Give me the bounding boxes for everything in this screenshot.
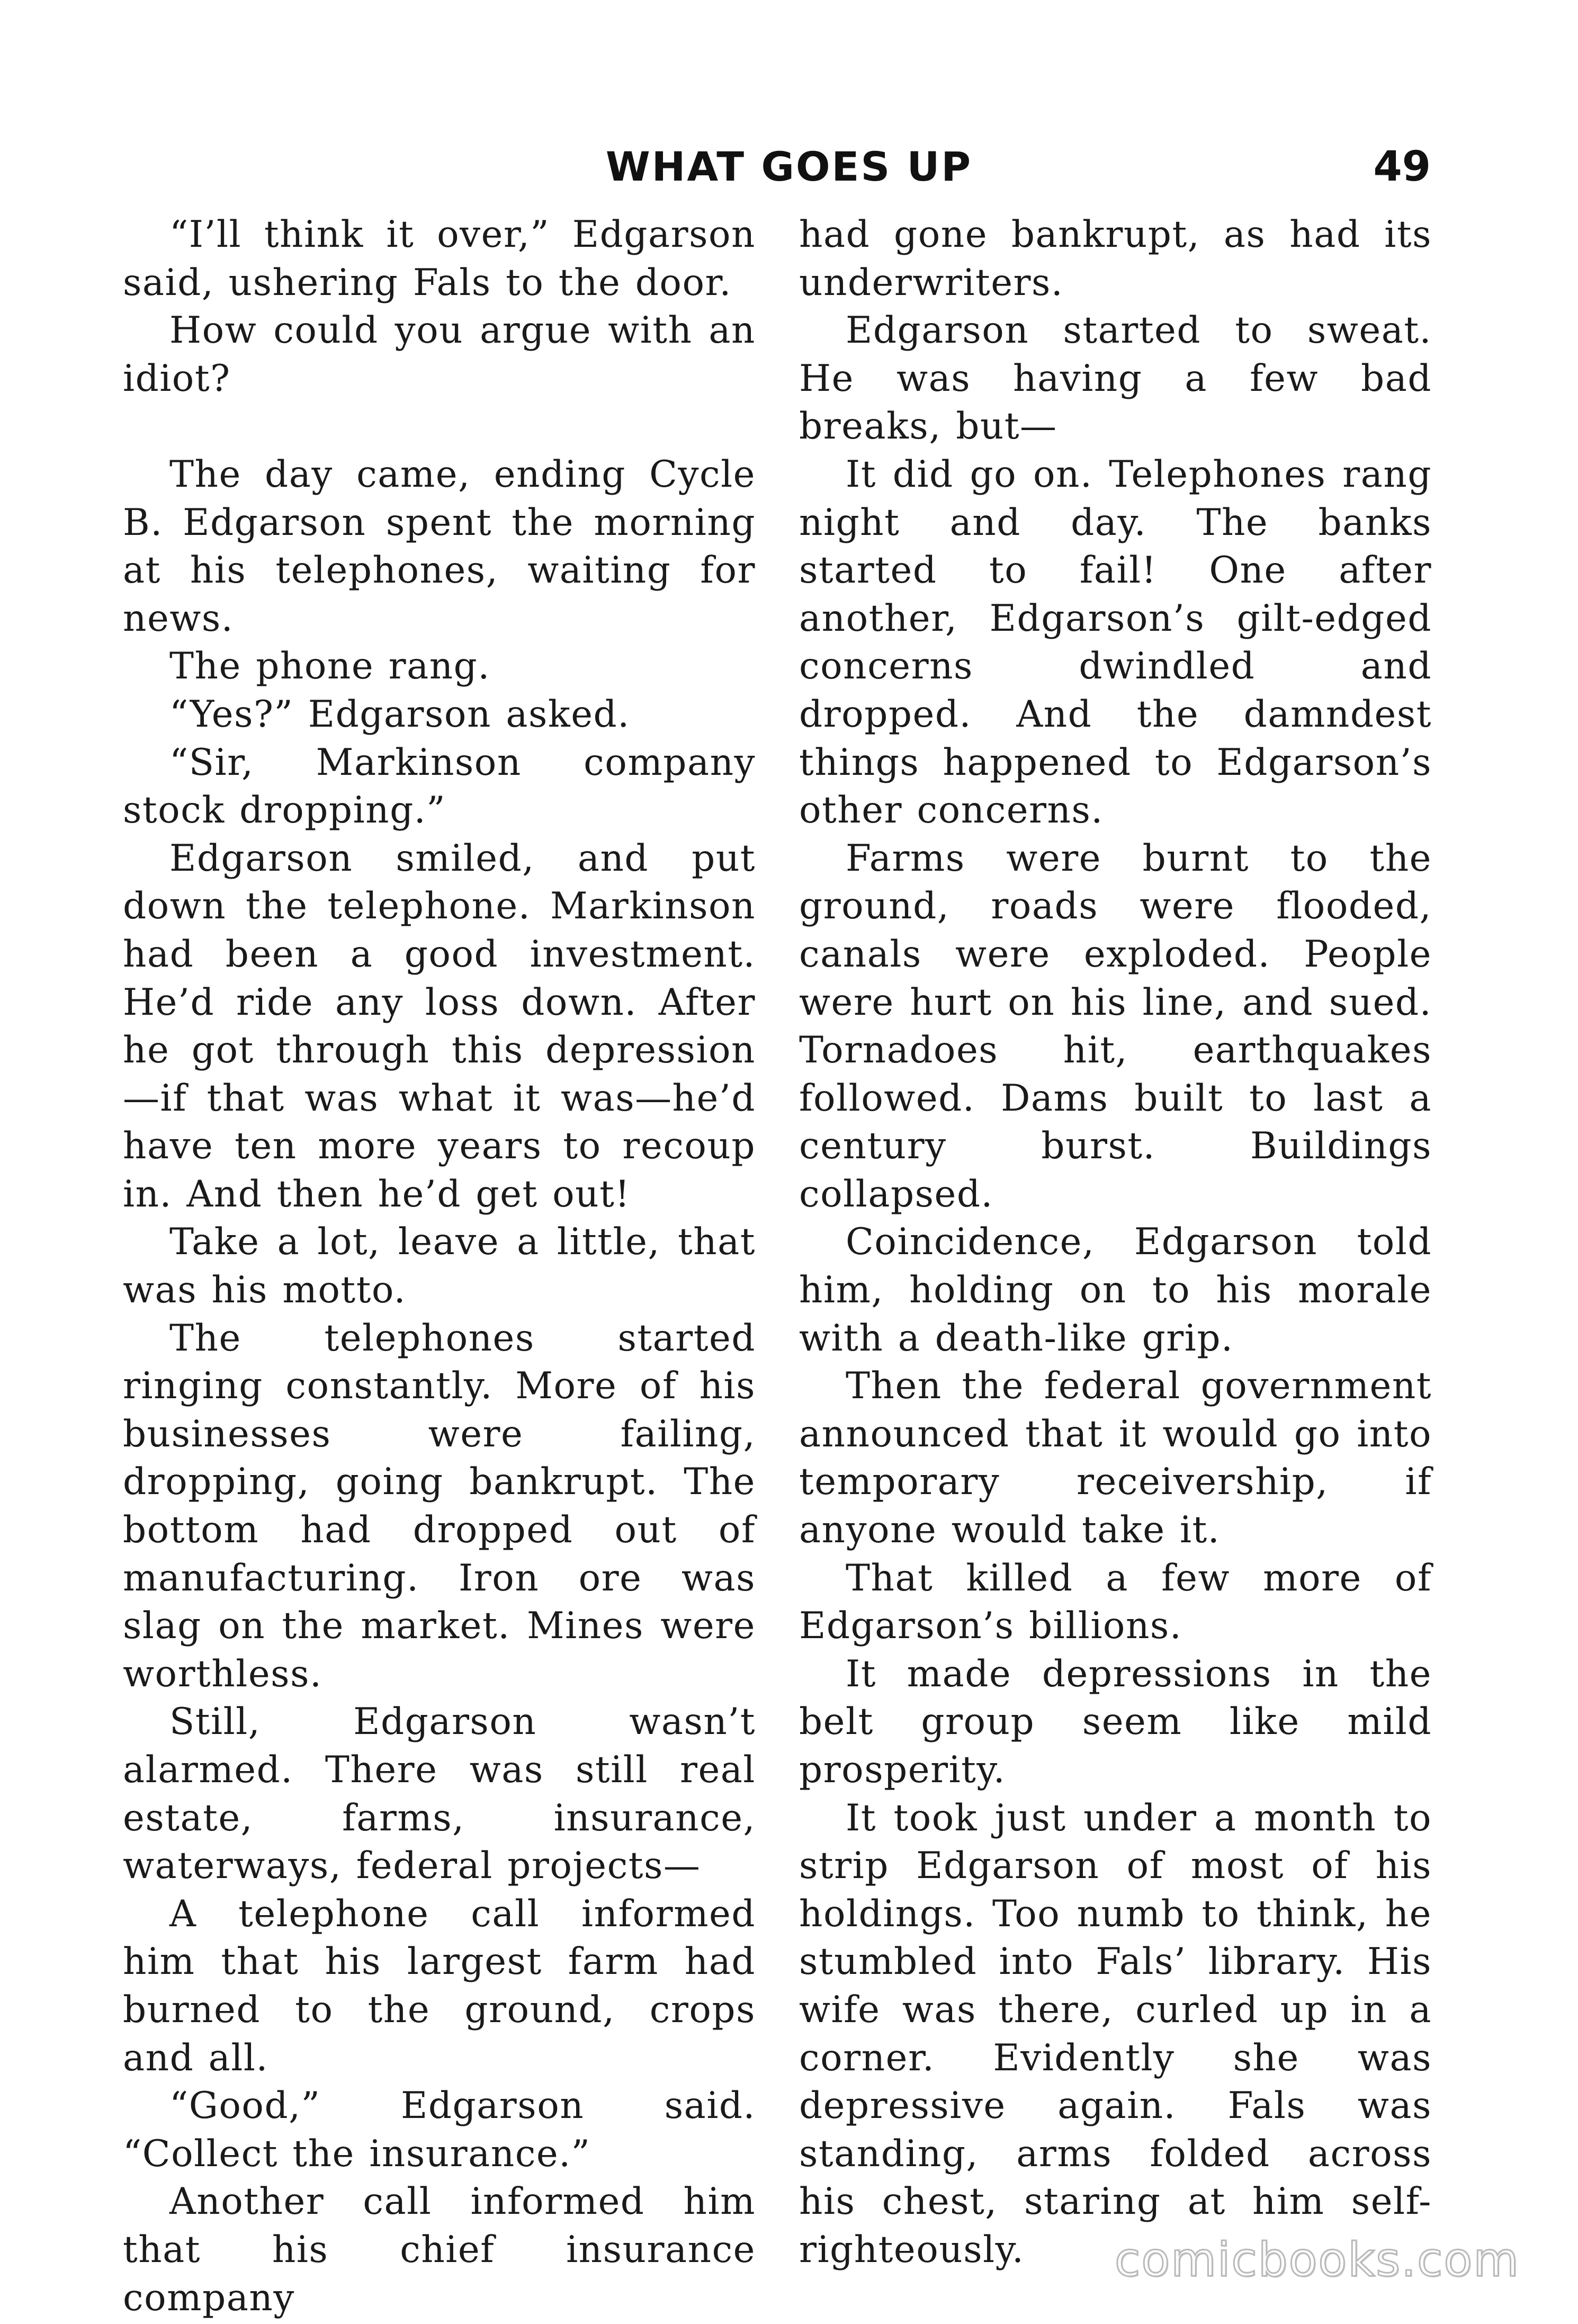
paragraph: Edgarson started to sweat. He was having a few bad breaks, but—	[799, 309, 1432, 448]
right-text-column	[799, 211, 1432, 2274]
page-number: 49	[1373, 143, 1431, 191]
paragraph: It made depressions in the belt group seem like mild prosperity.	[799, 1652, 1432, 1791]
paragraph: How could you argue with an idiot?	[123, 309, 756, 400]
paragraph: Another call informed him that his chief insurance company	[123, 2180, 756, 2319]
paragraph: “Good,” Edgarson said. “Collect the insurance.”	[123, 2085, 756, 2175]
paragraph: Edgarson smiled, and put down the telephone. Markinson had been a good investment. He’d ride any loss down. After he got through this depression—if that was what it was—he’d have ten more years to recoup in. And then he’d get out!	[123, 837, 756, 1215]
paragraph: “Sir, Markinson company stock dropping.”	[123, 741, 756, 832]
chapter-title: WHAT GOES UP	[605, 143, 973, 190]
paragraph: That killed a few more of Edgarson’s billions.	[799, 1557, 1432, 1648]
paragraph: It did go on. Telephones rang night and day. The banks started to fail! One after another, Edgarson’s gilt-edged concerns dwindled and dropped. And the damndest things happened to Edgarson’s other concerns.	[799, 453, 1432, 832]
paragraph: A telephone call informed him that his largest farm had burned to the ground, crops and all.	[123, 1892, 756, 2079]
paragraph: Farms were burnt to the ground, roads were flooded, canals were exploded. People were hurt on his line, and sued. Tornadoes hit, earthquakes followed. Dams built to last a century burst. Buildings collapsed.	[799, 837, 1432, 1215]
paragraph: It took just under a month to strip Edgarson of most of his holdings. Too numb to think, he stumbled into Fals’ library. His wife was there, curled up in a corner. Evidently she was depressive again. Fals was standing, arms folded across his chest, staring at him self-righteously.	[799, 1796, 1432, 2271]
paragraph: Take a lot, leave a little, that was his motto.	[123, 1221, 756, 1312]
paragraph: had gone bankrupt, as had its underwriters.	[799, 213, 1432, 304]
running-head	[0, 143, 1578, 196]
paragraph: The telephones started ringing constantly. More of his businesses were failing, dropping, going bankrupt. The bottom had dropped out of manufacturing. Iron ore was slag on the market. Mines were worthless.	[123, 1317, 756, 1695]
paragraph: Still, Edgarson wasn’t alarmed. There was still real estate, farms, insurance, waterways, federal projects—	[123, 1701, 756, 1888]
left-text-column	[123, 211, 756, 2322]
paragraph: “Yes?” Edgarson asked.	[169, 693, 630, 736]
paragraph: The phone rang.	[169, 645, 490, 688]
paragraph: “I’ll think it over,” Edgarson said, ushering Fals to the door.	[123, 213, 756, 304]
paragraph: Coincidence, Edgarson told him, holding on to his morale with a death-like grip.	[799, 1221, 1432, 1360]
paragraph: Then the federal government announced that it would go into temporary receivership, if anyone would take it.	[799, 1365, 1432, 1552]
paragraph: The day came, ending Cycle B. Edgarson spent the morning at his telephones, waiting for news.	[123, 453, 756, 640]
watermark: comicbooks.com	[1114, 2232, 1520, 2287]
